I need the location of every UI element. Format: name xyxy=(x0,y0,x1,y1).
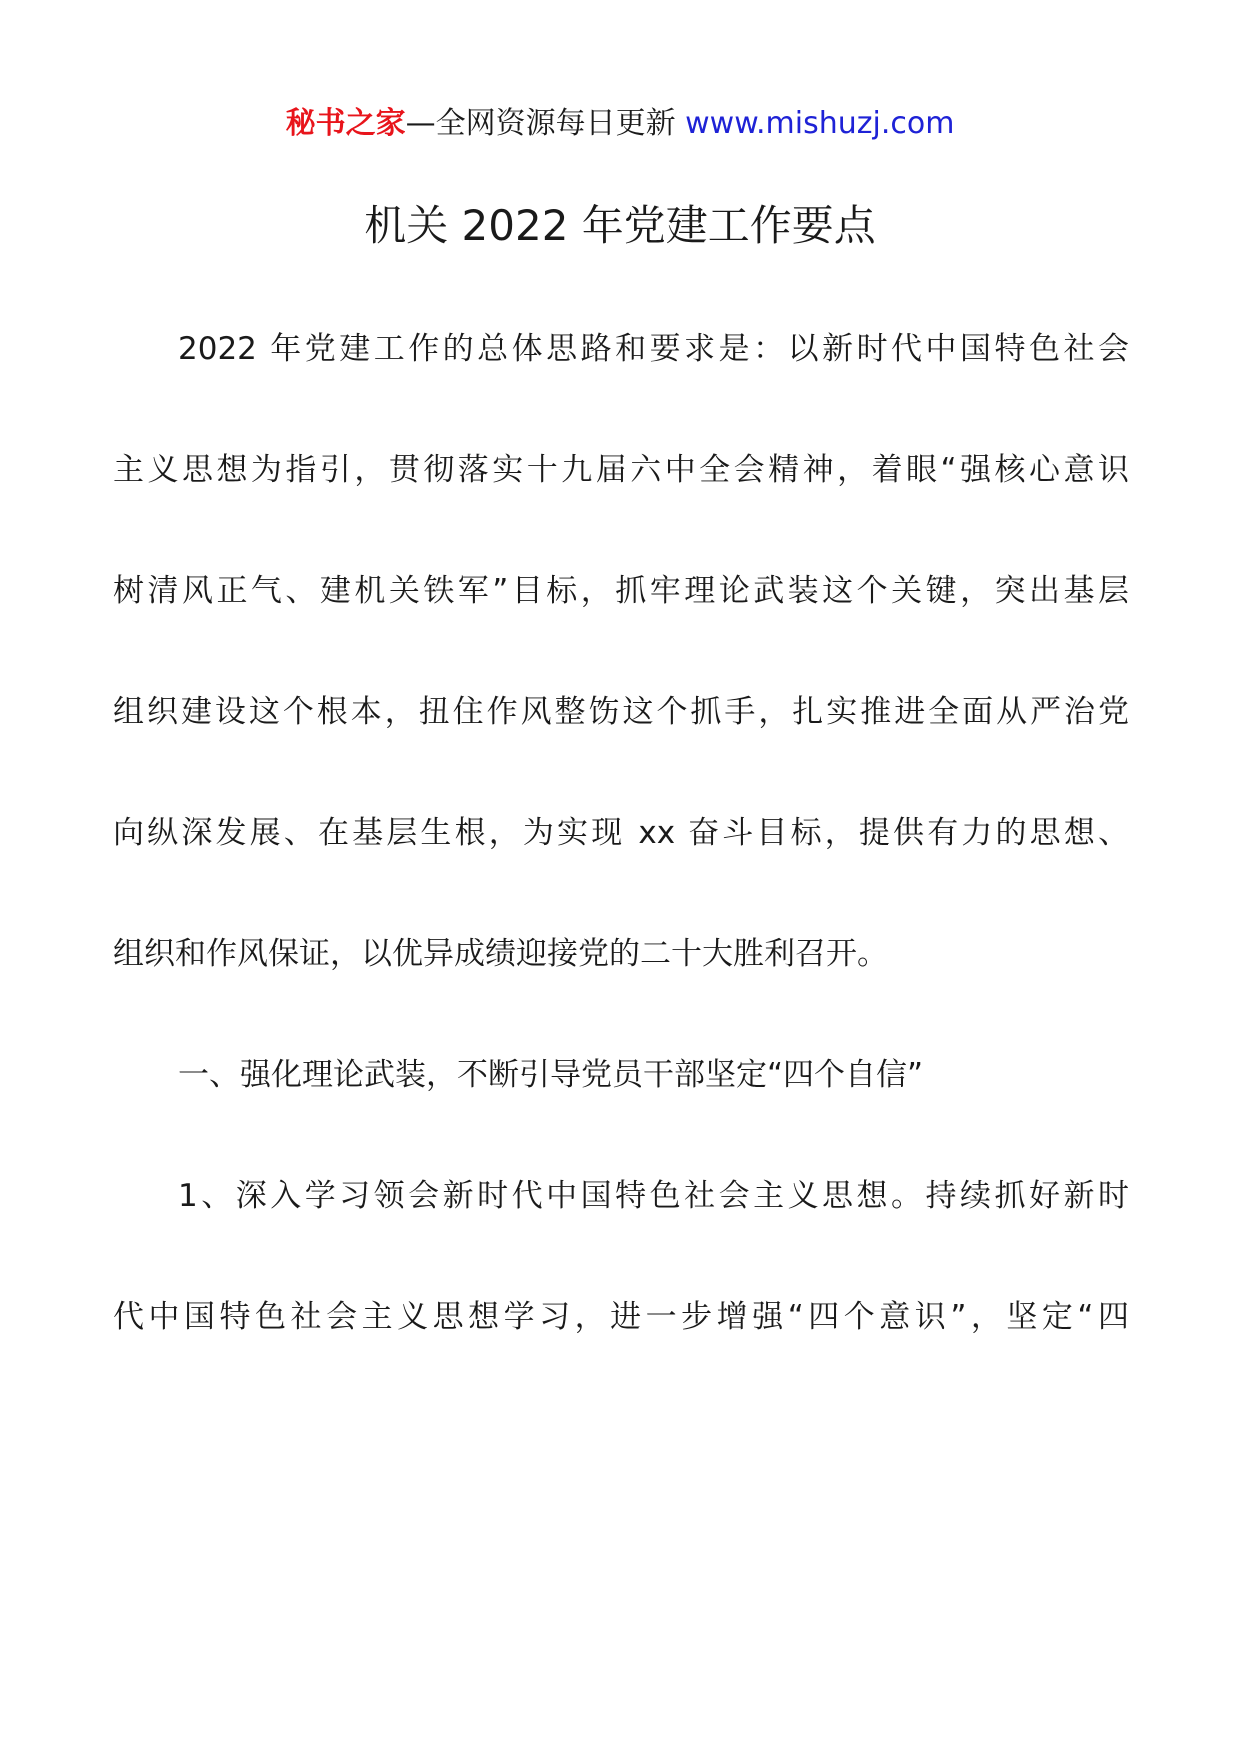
site-brand: 秘书之家 xyxy=(285,106,406,141)
paragraph-line: 组织建设这个根本，扭住作风整饬这个抓手，扎实推进全面从严治党 xyxy=(113,694,1129,730)
paragraph-line: 组织和作风保证，以优异成绩迎接党的二十大胜利召开。 xyxy=(113,936,888,972)
paragraph-line: 2022 年党建工作的总体思路和要求是：以新时代中国特色社会 xyxy=(178,331,1129,367)
paragraph-line: 代中国特色社会主义思想学习，进一步增强“四个意识”，坚定“四 xyxy=(113,1299,1129,1335)
paragraph-line: 向纵深发展、在基层生根，为实现 xx 奋斗目标，提供有力的思想、 xyxy=(113,815,1129,851)
paragraph-line: 树清风正气、建机关铁军”目标，抓牢理论武装这个关键，突出基层 xyxy=(113,573,1129,609)
section-heading: 一、强化理论武装，不断引导党员干部坚定“四个自信” xyxy=(178,1057,924,1093)
paragraph-line: 主义思想为指引，贯彻落实十九届六中全会精神，着眼“强核心意识 xyxy=(113,452,1129,488)
document-title: 机关 2022 年党建工作要点 xyxy=(364,201,876,250)
paragraph-line: 1、深入学习领会新时代中国特色社会主义思想。持续抓好新时 xyxy=(178,1178,1129,1214)
site-header xyxy=(0,102,1240,146)
site-tagline: —全网资源每日更新 xyxy=(405,106,676,141)
site-url-link[interactable]: www.mishuzj.com xyxy=(685,106,955,141)
